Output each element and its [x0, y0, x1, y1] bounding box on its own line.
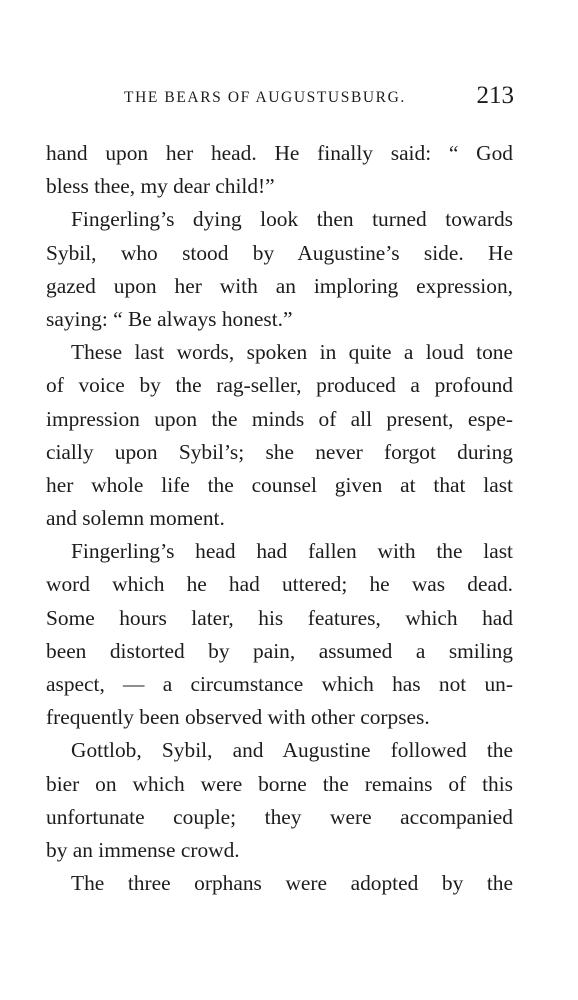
text-line: Some hours later, his features, which had: [46, 605, 513, 630]
text-line: impression upon the minds of all present, espe-: [46, 406, 513, 431]
text-line: of voice by the rag-seller, produced a profound: [46, 373, 513, 398]
text-line: bless thee, my dear child!”: [46, 174, 275, 199]
text-line: saying: “ Be always honest.”: [46, 306, 293, 331]
text-line: bier on which were borne the remains of this: [46, 771, 513, 796]
text-line: Gottlob, Sybil, and Augustine followed the: [71, 738, 513, 763]
body-text: [46, 137, 513, 900]
text-line: cially upon Sybil’s; she never forgot during: [46, 439, 513, 464]
text-line: The three orphans were adopted by the: [71, 871, 513, 896]
text-line: by an immense crowd.: [46, 837, 240, 862]
text-line: Fingerling’s dying look then turned towards: [71, 207, 513, 232]
running-title: THE BEARS OF AUGUSTUSBURG.: [124, 89, 406, 106]
text-line: hand upon her head. He finally said: “ God: [46, 141, 513, 165]
text-line: Sybil, who stood by Augustine’s side. He: [46, 240, 513, 265]
text-line: frequently been observed with other corpses.: [46, 705, 430, 730]
running-head: [46, 82, 514, 112]
text-line: been distorted by pain, assumed a smiling: [46, 638, 513, 663]
text-line: Fingerling’s head had fallen with the last: [71, 539, 513, 564]
text-line: word which he had uttered; he was dead.: [46, 572, 513, 597]
page-number: 213: [476, 82, 514, 109]
text-line: unfortunate couple; they were accompanied: [46, 804, 513, 829]
text-line: and solemn moment.: [46, 506, 225, 531]
text-line: gazed upon her with an imploring expression,: [46, 273, 513, 298]
text-line: her whole life the counsel given at that last: [46, 472, 513, 497]
text-line: aspect, — a circumstance which has not un-: [46, 672, 513, 696]
text-line: These last words, spoken in quite a loud tone: [71, 340, 513, 365]
